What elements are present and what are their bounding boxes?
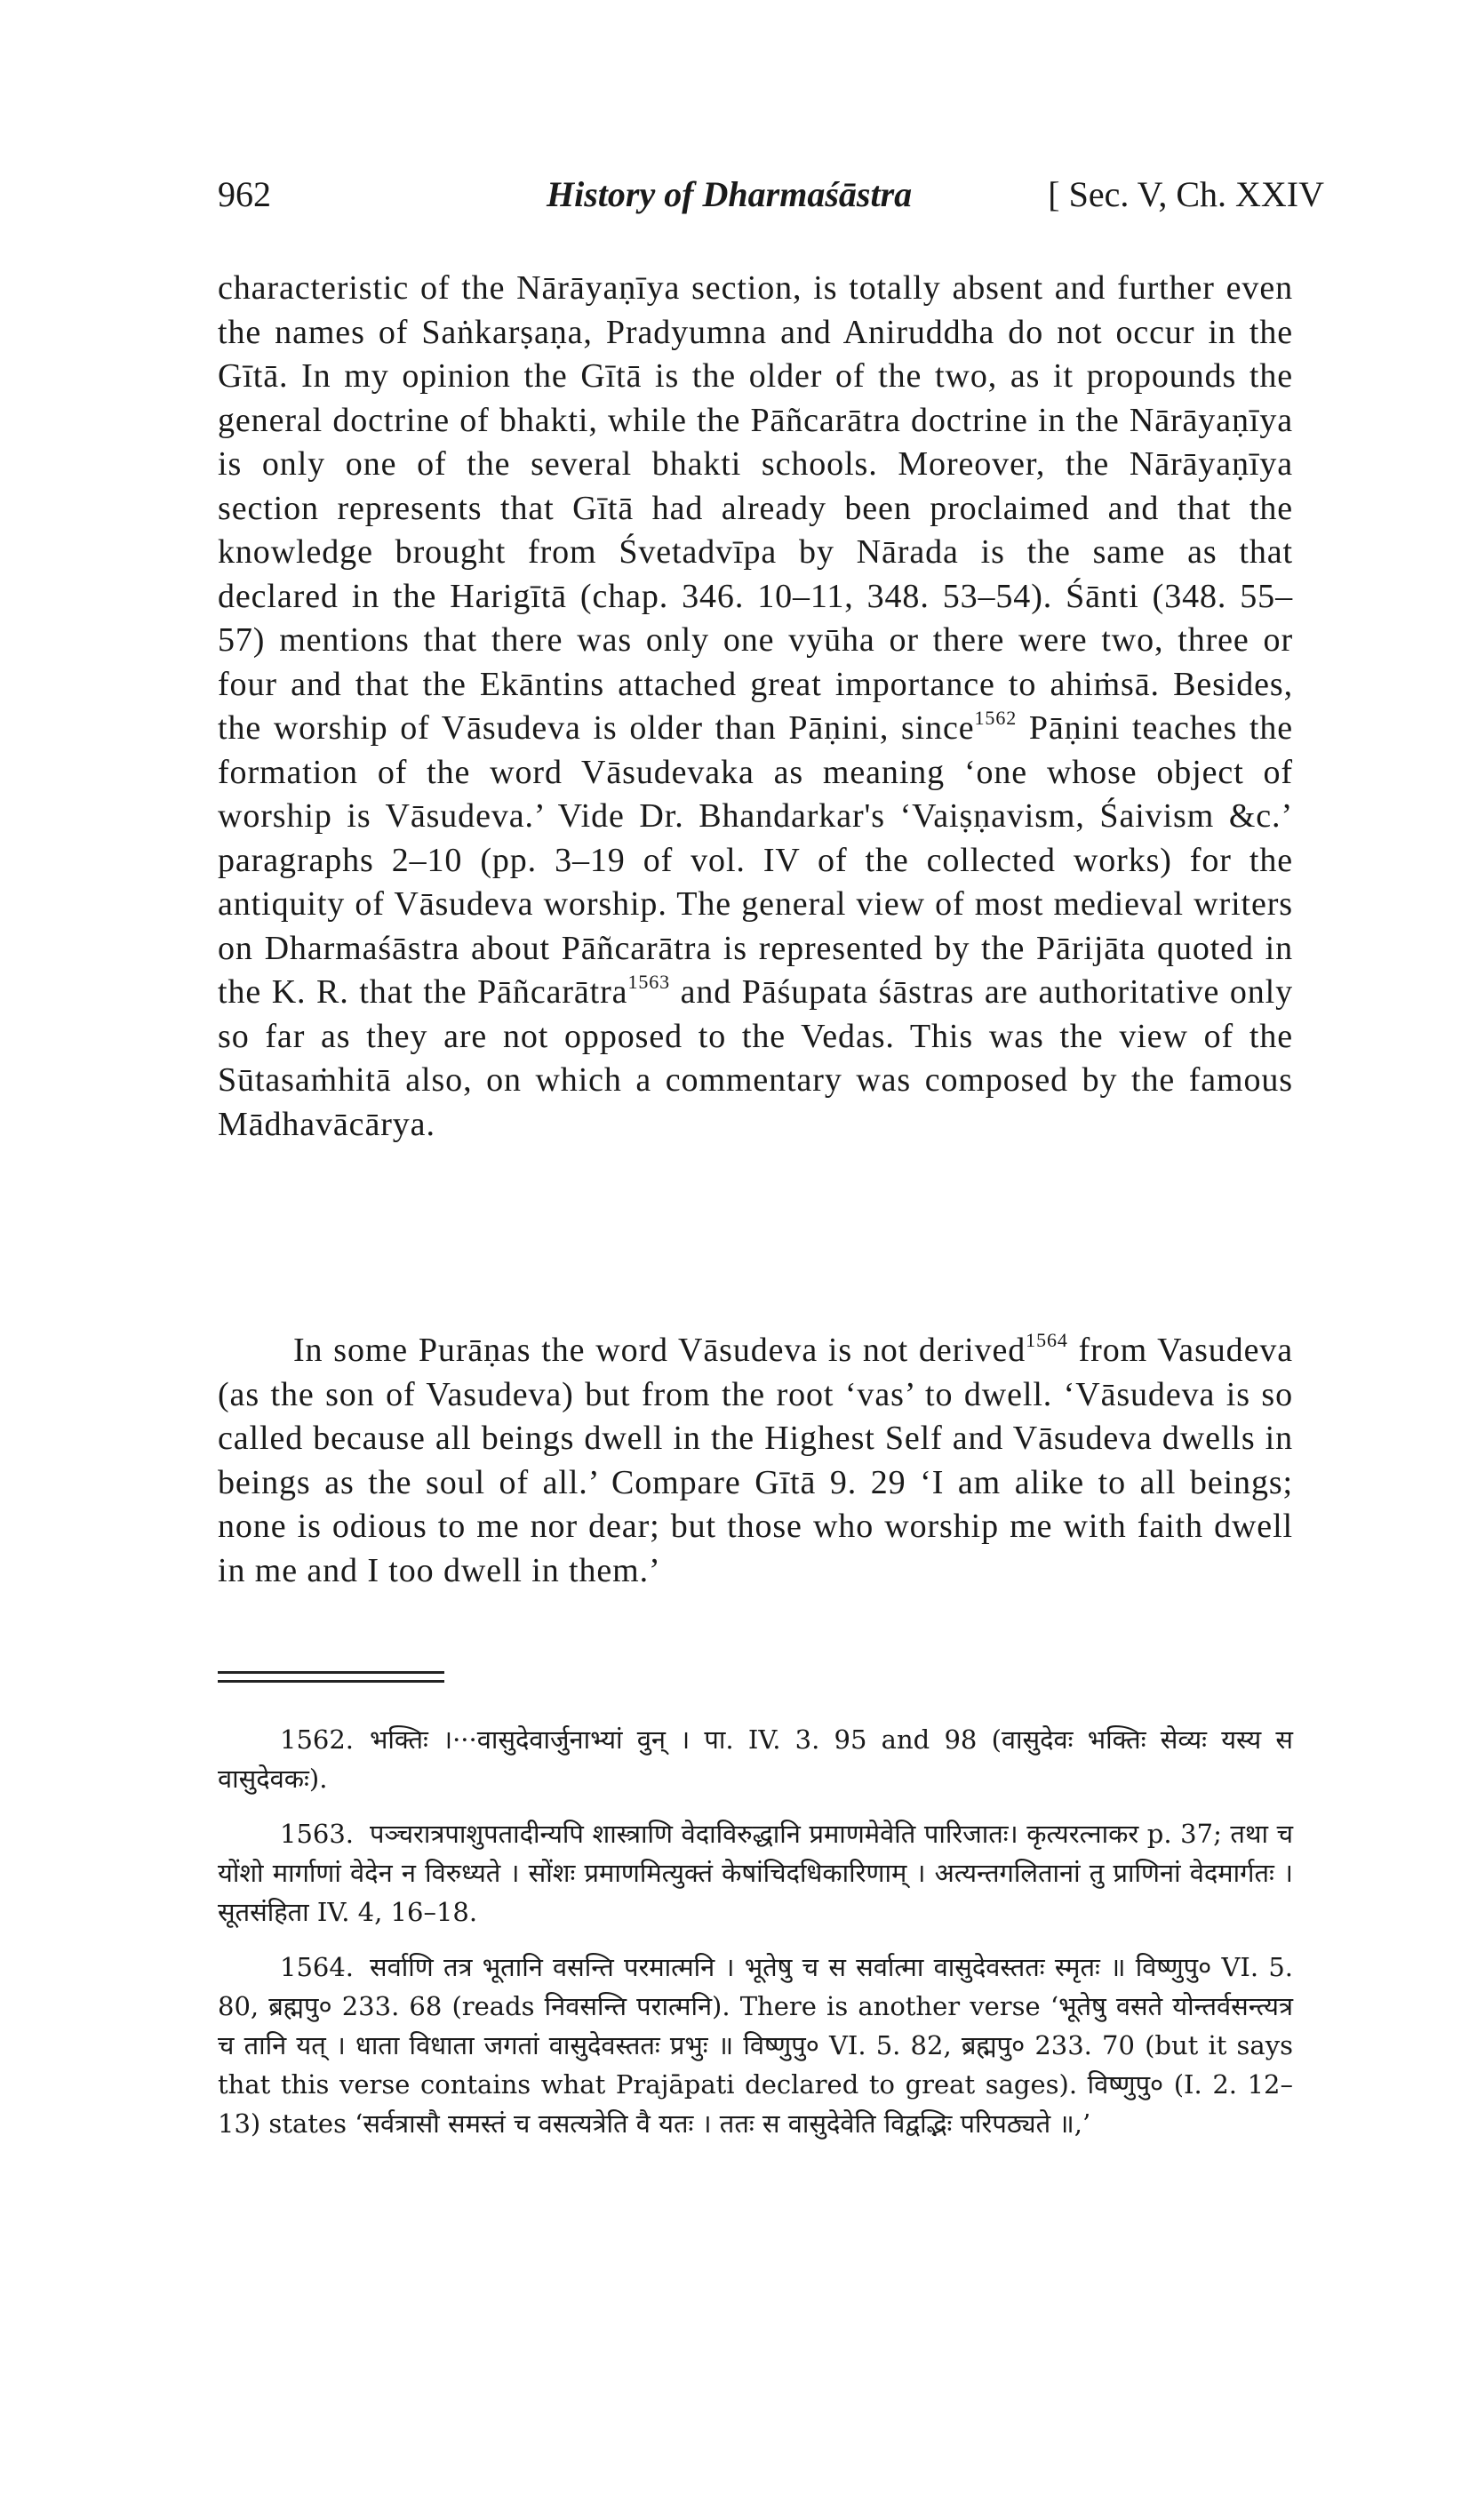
paragraph-2-text-a: In some Purāṇas the word Vāsudeva is not derived: [293, 1332, 1026, 1369]
body-paragraph-2: [218, 1329, 1293, 1593]
footnote-ref-1563[interactable]: 1563: [627, 971, 671, 993]
paragraph-2-text-b: from Vasudeva (as the son of Vasudeva) but from the root ‘vas’ to dwell. ‘Vāsudeva is so called because all beings dwell in the Highest Self and Vāsudeva dwells in beings as the soul of all.’ Compare Gītā 9. 29 ‘I am alike to all beings; none is odious to me nor dear; but those who worship me with faith dwell in me and I too dwell in them.’: [218, 1332, 1293, 1589]
page-number: 962: [218, 174, 271, 214]
page-header: [218, 173, 1324, 227]
footnote-1562: [218, 1720, 1293, 1798]
footnote-divider-top: [218, 1671, 444, 1674]
paragraph-1-text-b: Pāṇini teaches the formation of the word Vāsudevaka as meaning ‘one whose object of worship is Vāsudeva.’ Vide Dr. Bhandarkar's ‘Vaiṣṇavism, Śaivism &c.’ paragraphs 2–10 (pp. 3–19 of vol. IV of the collected works) for the antiquity of Vāsudeva worship. The general view of most medieval writers on Dharmaśāstra about Pāñcarātra is represented by the Pārijāta quoted in the K. R. that the Pāñcarātra: [218, 709, 1293, 1011]
paragraph-1-text-c: and Pāśupata śāstras are authoritative only so far as they are not opposed to the Vedas. This was the view of the Sūtasaṁhitā also, on which a commentary was composed by the famous Mādhavācārya.: [218, 973, 1293, 1143]
footnote-divider-bottom: [218, 1680, 444, 1683]
section-reference: [ Sec. V, Ch. XXIV: [1048, 174, 1324, 214]
footnote-number: 1563.: [280, 1819, 355, 1849]
running-title: History of Dharmaśāstra: [547, 174, 913, 214]
footnote-text: सर्वाणि तत्र भूतानि वसन्ति परमात्मनि । भूतेषु च स सर्वात्मा वासुदेवस्ततः स्मृतः ॥ विष्णुपु० VI. 5. 80, ब्रह्मपु० 233. 68 (reads निवसन्ति परात्मनि). There is another verse ‘भूतेषु वसते योन्तर्वसन्त्यत्र च तानि यत् । धाता विधाता जगतां वासुदेवस्ततः प्रभुः ॥ विष्णुपु० VI. 5. 82, ब्रह्मपु० 233. 70 (but it says that this verse contains what Prajāpati declared to great sages). विष्णुपु० (I. 2. 12–13) states ‘सर्वत्रासौ समस्तं च वसत्यत्रेति वै यतः । ततः स वासुदेवेति विद्वद्भिः परिपठ्यते ॥,’: [218, 1952, 1293, 2139]
footnotes-section: [218, 1720, 1293, 2159]
footnote-1563: [218, 1814, 1293, 1932]
footnote-number: 1562.: [280, 1724, 355, 1755]
paragraph-1-text-a: characteristic of the Nārāyaṇīya section, is totally absent and further even the names of Saṅkarṣaṇa, Pradyumna and Aniruddha do not occur in the Gītā. In my opinion the Gītā is the older of the two, as it propounds the general doctrine of bhakti, while the Pāñcarātra doctrine in the Nārāyaṇīya is only one of the several bhakti schools. Moreover, the Nārāyaṇīya section represents that Gītā had already been proclaimed and that the knowledge brought from Śvetadvīpa by Nārada is the same as that declared in the Harigītā (chap. 346. 10–11, 348. 53–54). Śānti (348. 55–57) mentions that there was only one vyūha or there were two, three or four and that the Ekāntins attached great importance to ahiṁsā. Besides, the worship of Vāsudeva is older than Pāṇini, since: [218, 269, 1293, 747]
footnote-text: भक्तिः ।···वासुदेवार्जुनाभ्यां वुन् । पा. IV. 3. 95 and 98 (वासुदेवः भक्तिः सेव्यः यस्य स वासुदेवकः).: [218, 1724, 1293, 1794]
footnote-number: 1564.: [280, 1952, 355, 1982]
footnote-ref-1562[interactable]: 1562: [974, 707, 1018, 729]
body-paragraph-1: [218, 267, 1293, 1147]
footnote-ref-1564[interactable]: 1564: [1026, 1329, 1068, 1351]
footnote-text: पञ्चरात्रपाशुपतादीन्यपि शास्त्राणि वेदाविरुद्धानि प्रमाणमेवेति पारिजातः। कृत्यरत्नाकर p. 37; तथा च योंशो मार्गाणां वेदेन न विरुध्यते । सोंशः प्रमाणमित्युक्तं केषांचिदधिकारिणाम् । अत्यन्तगलितानां तु प्राणिनां वेदमार्गतः । सूतसंहिता IV. 4, 16–18.: [218, 1819, 1293, 1927]
footnote-1564: [218, 1948, 1293, 2143]
